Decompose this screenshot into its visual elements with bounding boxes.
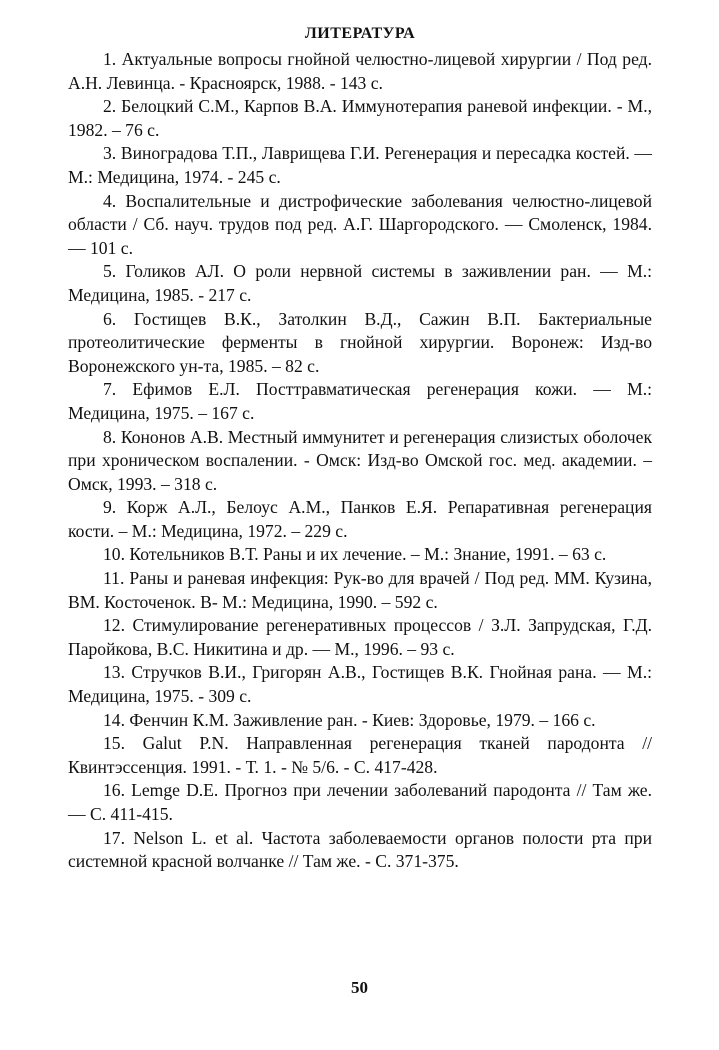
reference-item: 3. Виноградова Т.П., Лаврищева Г.И. Регенерация и пересадка костей. — М.: Медицина, 1974. - 245 с. <box>68 143 652 187</box>
reference-item: 12. Стимулирование регенеративных процессов / З.Л. Запрудская, Г.Д. Паройкова, В.С. Никитина и др. — М., 1996. – 93 с. <box>68 615 652 659</box>
reference-item: 14. Фенчин К.М. Заживление ран. - Киев: Здоровье, 1979. – 166 с. <box>103 709 596 730</box>
reference-list <box>68 48 652 874</box>
reference-item: 1. Актуальные вопросы гнойной челюстно-лицевой хирургии / Под ред. А.Н. Левинца. - Красноярск, 1988. - 143 с. <box>68 49 652 93</box>
page-title: ЛИТЕРАТУРА <box>304 25 416 42</box>
reference-item: 6. Гостищев В.К., Затолкин В.Д., Сажин В.П. Бактериальные протеолитические ферменты в гнойной хирургии. Воронеж: Изд-во Воронежского ун-та, 1985. – 82 с. <box>68 308 652 376</box>
reference-item: 11. Раны и раневая инфекция: Рук-во для врачей / Под ред. ММ. Кузина, ВМ. Косточенок. В- М.: Медицина, 1990. – 592 с. <box>68 568 652 612</box>
reference-item: 4. Воспалительные и дистрофические заболевания челюстно-лицевой области / Сб. науч. трудов под ред. А.Г. Шаргородского. — Смоленск, 1984. — 101 с. <box>68 190 652 258</box>
document-page <box>68 22 652 874</box>
reference-item: 16. Lemge D.E. Прогноз при лечении заболеваний пародонта // Там же. — С. 411-415. <box>68 780 652 824</box>
reference-item: 13. Стручков В.И., Григорян А.В., Гостищев В.К. Гнойная рана. — М.: Медицина, 1975. - 309 с. <box>68 662 652 707</box>
reference-item: 9. Корж А.Л., Белоус А.М., Панков Е.Я. Репаративная регенерация кости. – М.: Медицина, 1972. – 229 с. <box>68 497 652 541</box>
reference-item: 2. Белоцкий С.М., Карпов В.А. Иммунотерапия раневой инфекции. - М., 1982. – 76 с. <box>68 96 652 140</box>
reference-item: 8. Кононов А.В. Местный иммунитет и регенерация слизистых оболочек при хроническом воспалении. - Омск: Изд-во Омской гос. мед. академии. – Омск, 1993. – 318 с. <box>68 426 652 494</box>
reference-item: 17. Nelson L. et al. Частота заболеваемости органов полости рта при системной красной волчанке // Там же. - С. 371-375. <box>68 827 652 872</box>
reference-item: 5. Голиков АЛ. О роли нервной системы в заживлении ран. — М.: Медицина, 1985. - 217 с. <box>68 261 652 305</box>
reference-item: 10. Котельников В.Т. Раны и их лечение. – М.: Знание, 1991. – 63 с. <box>103 544 607 565</box>
reference-item: 7. Ефимов Е.Л. Посттравматическая регенерация кожи. — М.: Медицина, 1975. – 167 с. <box>68 379 652 423</box>
reference-item: 15. Galut P.N. Направленная регенерация тканей пародонта // Квинтэссенция. 1991. - Т. 1. - № 5/6. - С. 417-428. <box>68 733 652 777</box>
page-number: 50 <box>351 978 368 997</box>
